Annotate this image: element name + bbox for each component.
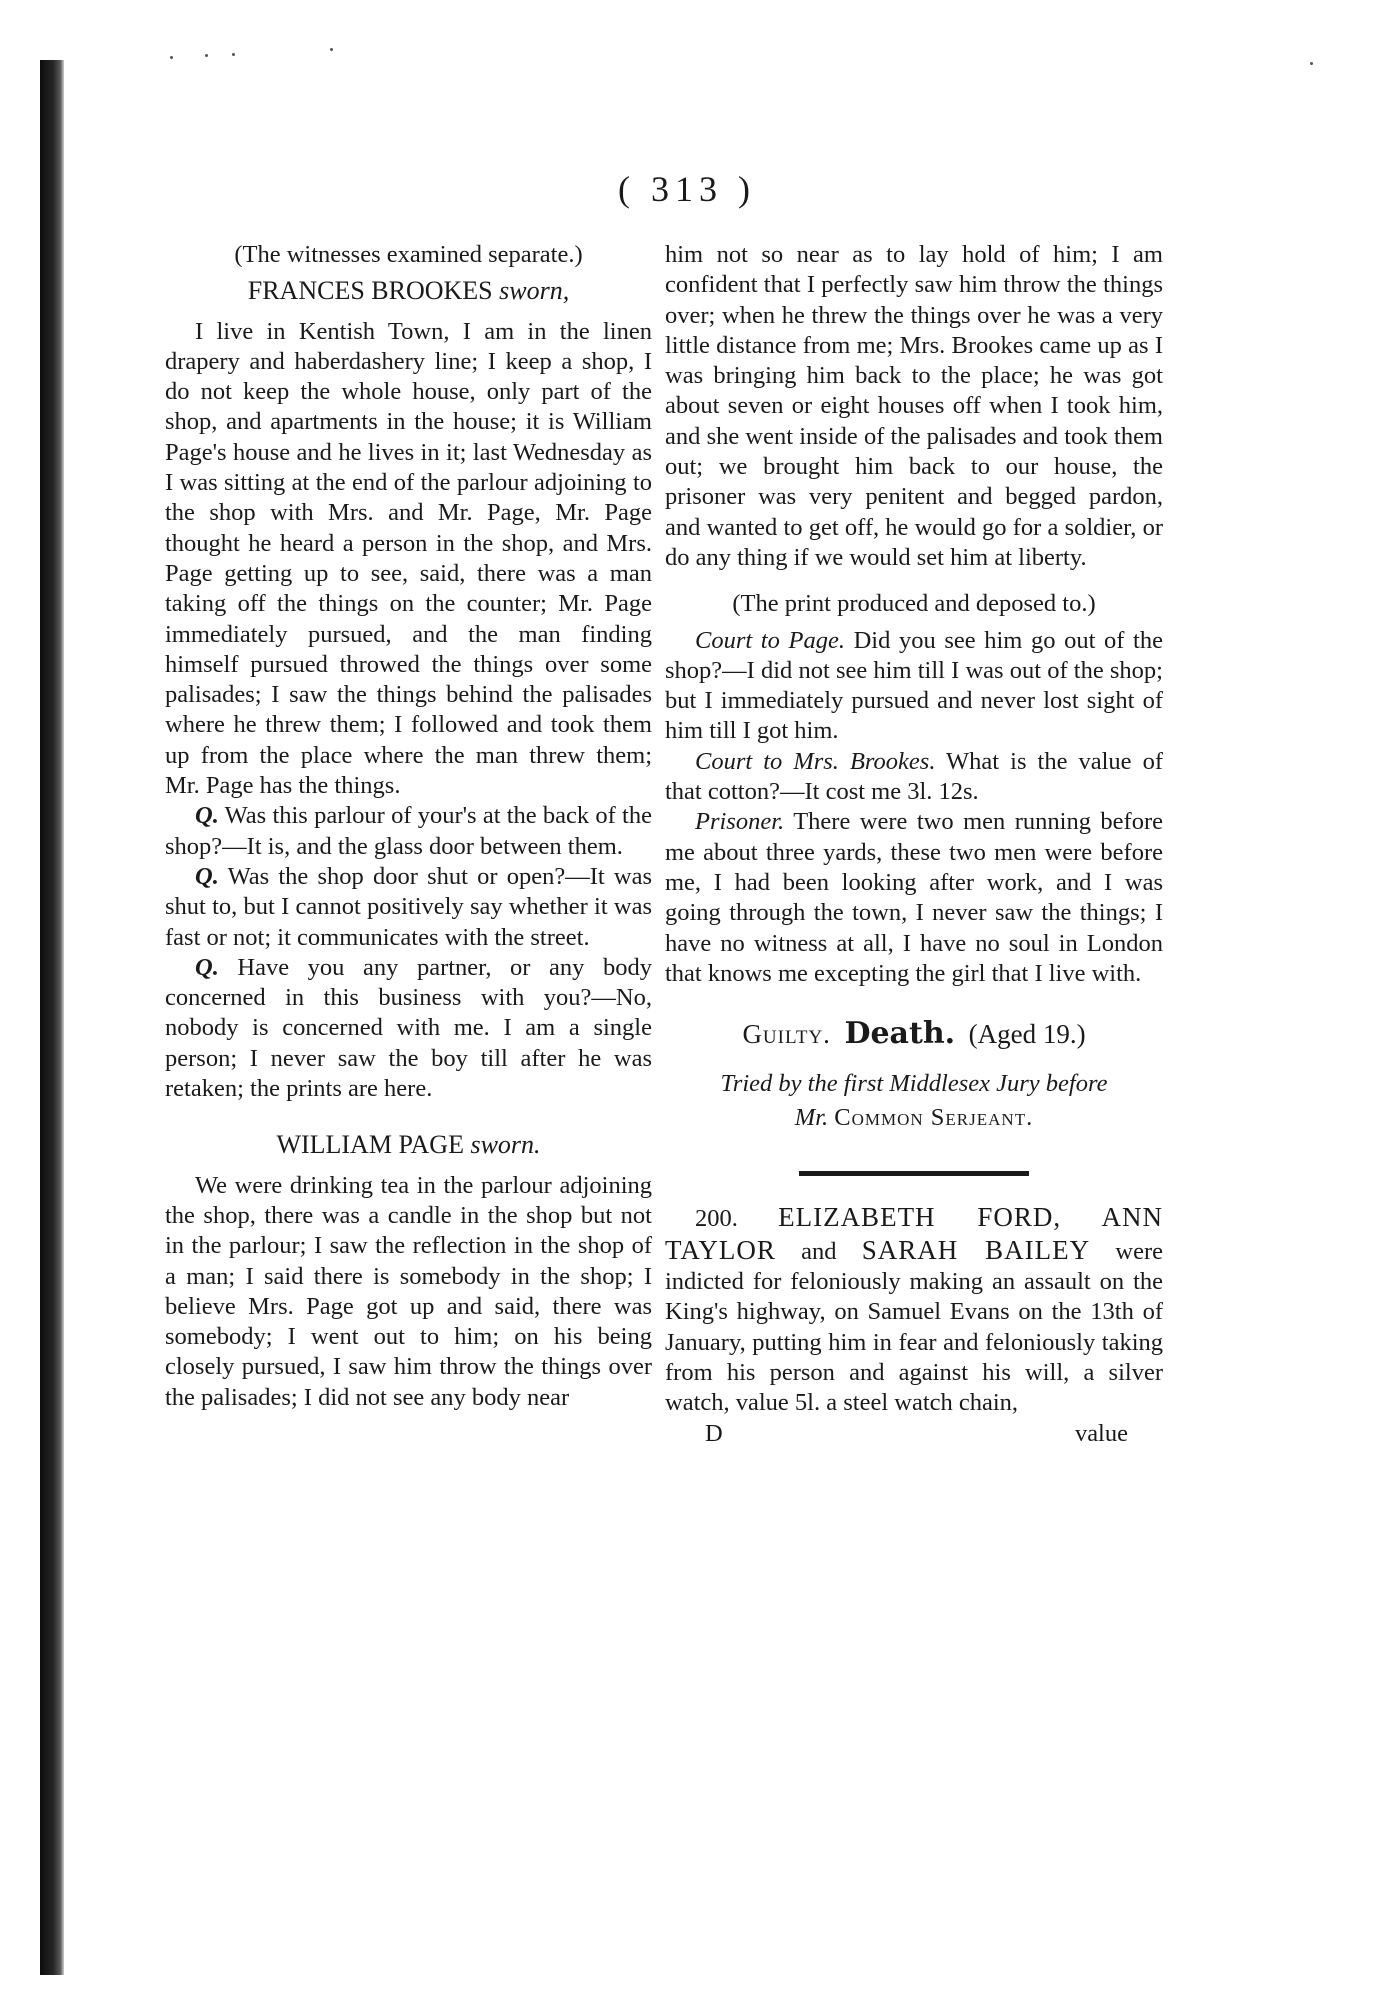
tried-by-text: Tried by the first Middlesex Jury before: [720, 1070, 1108, 1098]
court-question: [665, 747, 1163, 808]
verdict-sentence: Death.: [844, 1016, 956, 1052]
question-paragraph: [165, 801, 652, 862]
witness-name: FRANCES BROOKES: [247, 276, 493, 306]
question-text: Was the shop door shut or open?—It was shut to, but I cannot positively say whether it was fast or not; it communicates with the street.: [165, 862, 652, 951]
testimony-continuation: him not so near as to lay hold of him; I am confident that I perfectly saw him throw the things over; when he threw the things over he was a very little distance from me; Mrs. Brookes came up as I was bringing him back to the place; he was got about seven or eight houses off when I took him, and she went inside of the palisades and took them out; we brought him back to our house, the prisoner was very penitent and begged pardon, and wanted to get off, he would go for a soldier, or do any thing if we would set him at liberty.: [665, 241, 1163, 571]
question-text: What is the value of that cotton?—It cost me 3l. 12s.: [665, 747, 1163, 806]
question-paragraph: [165, 953, 652, 1104]
testimony-paragraph: We were drinking tea in the parlour adjoining the shop, there was a candle in the shop but not in the parlour; I saw the reflection in the shop of a man; I said there is somebody in the shop; I believe Mrs. Page got up and said, there was somebody; I went out to him; on his being closely pursued, I saw him throw the things over the palisades; I did not see any body near: [165, 1171, 652, 1411]
speaker-label: Prisoner.: [695, 808, 785, 836]
sworn-label: sworn,: [499, 276, 570, 306]
question-text: Have you any partner, or any body concerned in this business with you?—No, nobody is concerned with me. I am a single person; I never saw the boy till after he was retaken; the prints are here.: [165, 953, 652, 1103]
page-footer: [665, 1419, 1163, 1449]
catchword: value: [1074, 1419, 1128, 1447]
section-rule: [799, 1171, 1029, 1176]
testimony-paragraph: I live in Kentish Town, I am in the linen drapery and haberdashery line; I keep a shop, I do not keep the whole house, only part of the shop, and apartments in the house; it is William Page's house and he lives in it; last Wednesday as I was sitting at the end of the parlour adjoining to the shop with Mrs. and Mr. Page, Mr. Page thought he heard a person in the shop, and Mrs. Page getting up to see, said, there was a man taking off the things on the counter; Mr. Page immediately pursued, and the man finding himself pursued throwed the things over some palisades; I saw the things behind the palisades where he threw them; I followed and took them up from the place where the man threw them; Mr. Page has the things.: [165, 317, 652, 800]
speaker-label: Court to Mrs. Brookes.: [695, 747, 936, 775]
scan-speck: [232, 53, 235, 56]
witness-heading-page: [165, 1130, 652, 1160]
tried-by-mr: Mr.: [794, 1104, 829, 1132]
defendant-names: ELIZABETH FORD, ANN TAYLOR: [665, 1202, 1163, 1265]
question-marker: Q.: [195, 862, 219, 890]
question-text: Was this parlour of your's at the back of the shop?—It is, and the glass door between them.: [165, 802, 652, 860]
witness-heading-brookes: [165, 276, 652, 306]
right-column: [665, 240, 1163, 1449]
case-paragraph: [665, 1202, 1163, 1418]
verdict-line: [665, 1016, 1163, 1052]
verdict-age: (Aged 19.): [968, 1019, 1086, 1050]
binding-edge: [40, 60, 64, 1975]
defendant-names: SARAH BAILEY: [861, 1234, 1091, 1265]
court-question: [665, 626, 1163, 747]
tried-by-title: Common Serjeant.: [834, 1104, 1034, 1132]
case-text: were indicted for feloniously making an assault on the King's highway, on Samuel Evans on the 13th of January, putting him in fear and feloniously taking from his person and against his will, a silver watch, value 5l. a steel watch chain,: [665, 1237, 1164, 1417]
witness-name: WILLIAM PAGE: [276, 1130, 464, 1160]
question-marker: Q.: [195, 802, 219, 830]
page-number: ( 313 ): [618, 169, 756, 209]
question-text: Did you see him go out of the shop?—I did not see him till I was out of the shop; but I immediately pursued and never lost sight of him till I got him.: [665, 626, 1163, 745]
question-marker: Q.: [195, 953, 219, 981]
sworn-label: sworn.: [470, 1130, 541, 1160]
scan-speck: [330, 48, 333, 51]
prisoner-statement: [665, 807, 1163, 989]
signature-mark: D: [705, 1419, 723, 1447]
left-column: [165, 240, 652, 1413]
tried-by-line: [665, 1067, 1163, 1135]
verdict-guilty: Guilty.: [742, 1019, 831, 1050]
exhibit-note: (The print produced and deposed to.): [732, 590, 1096, 618]
case-and: and: [801, 1237, 837, 1265]
witness-note: (The witnesses examined separate.): [234, 241, 583, 268]
scan-speck: [1310, 62, 1313, 65]
question-paragraph: [165, 862, 652, 953]
statement-text: There were two men running before me about three yards, these two men were before me, I had been looking after work, and I was going through the town, I never saw the things; I have no witness at all, I have no soul in London that knows me excepting the girl that I live with.: [665, 808, 1163, 987]
speaker-label: Court to Page.: [695, 626, 845, 654]
scan-speck: [205, 54, 208, 57]
scan-speck: [170, 56, 173, 59]
case-number: 200.: [695, 1205, 738, 1233]
